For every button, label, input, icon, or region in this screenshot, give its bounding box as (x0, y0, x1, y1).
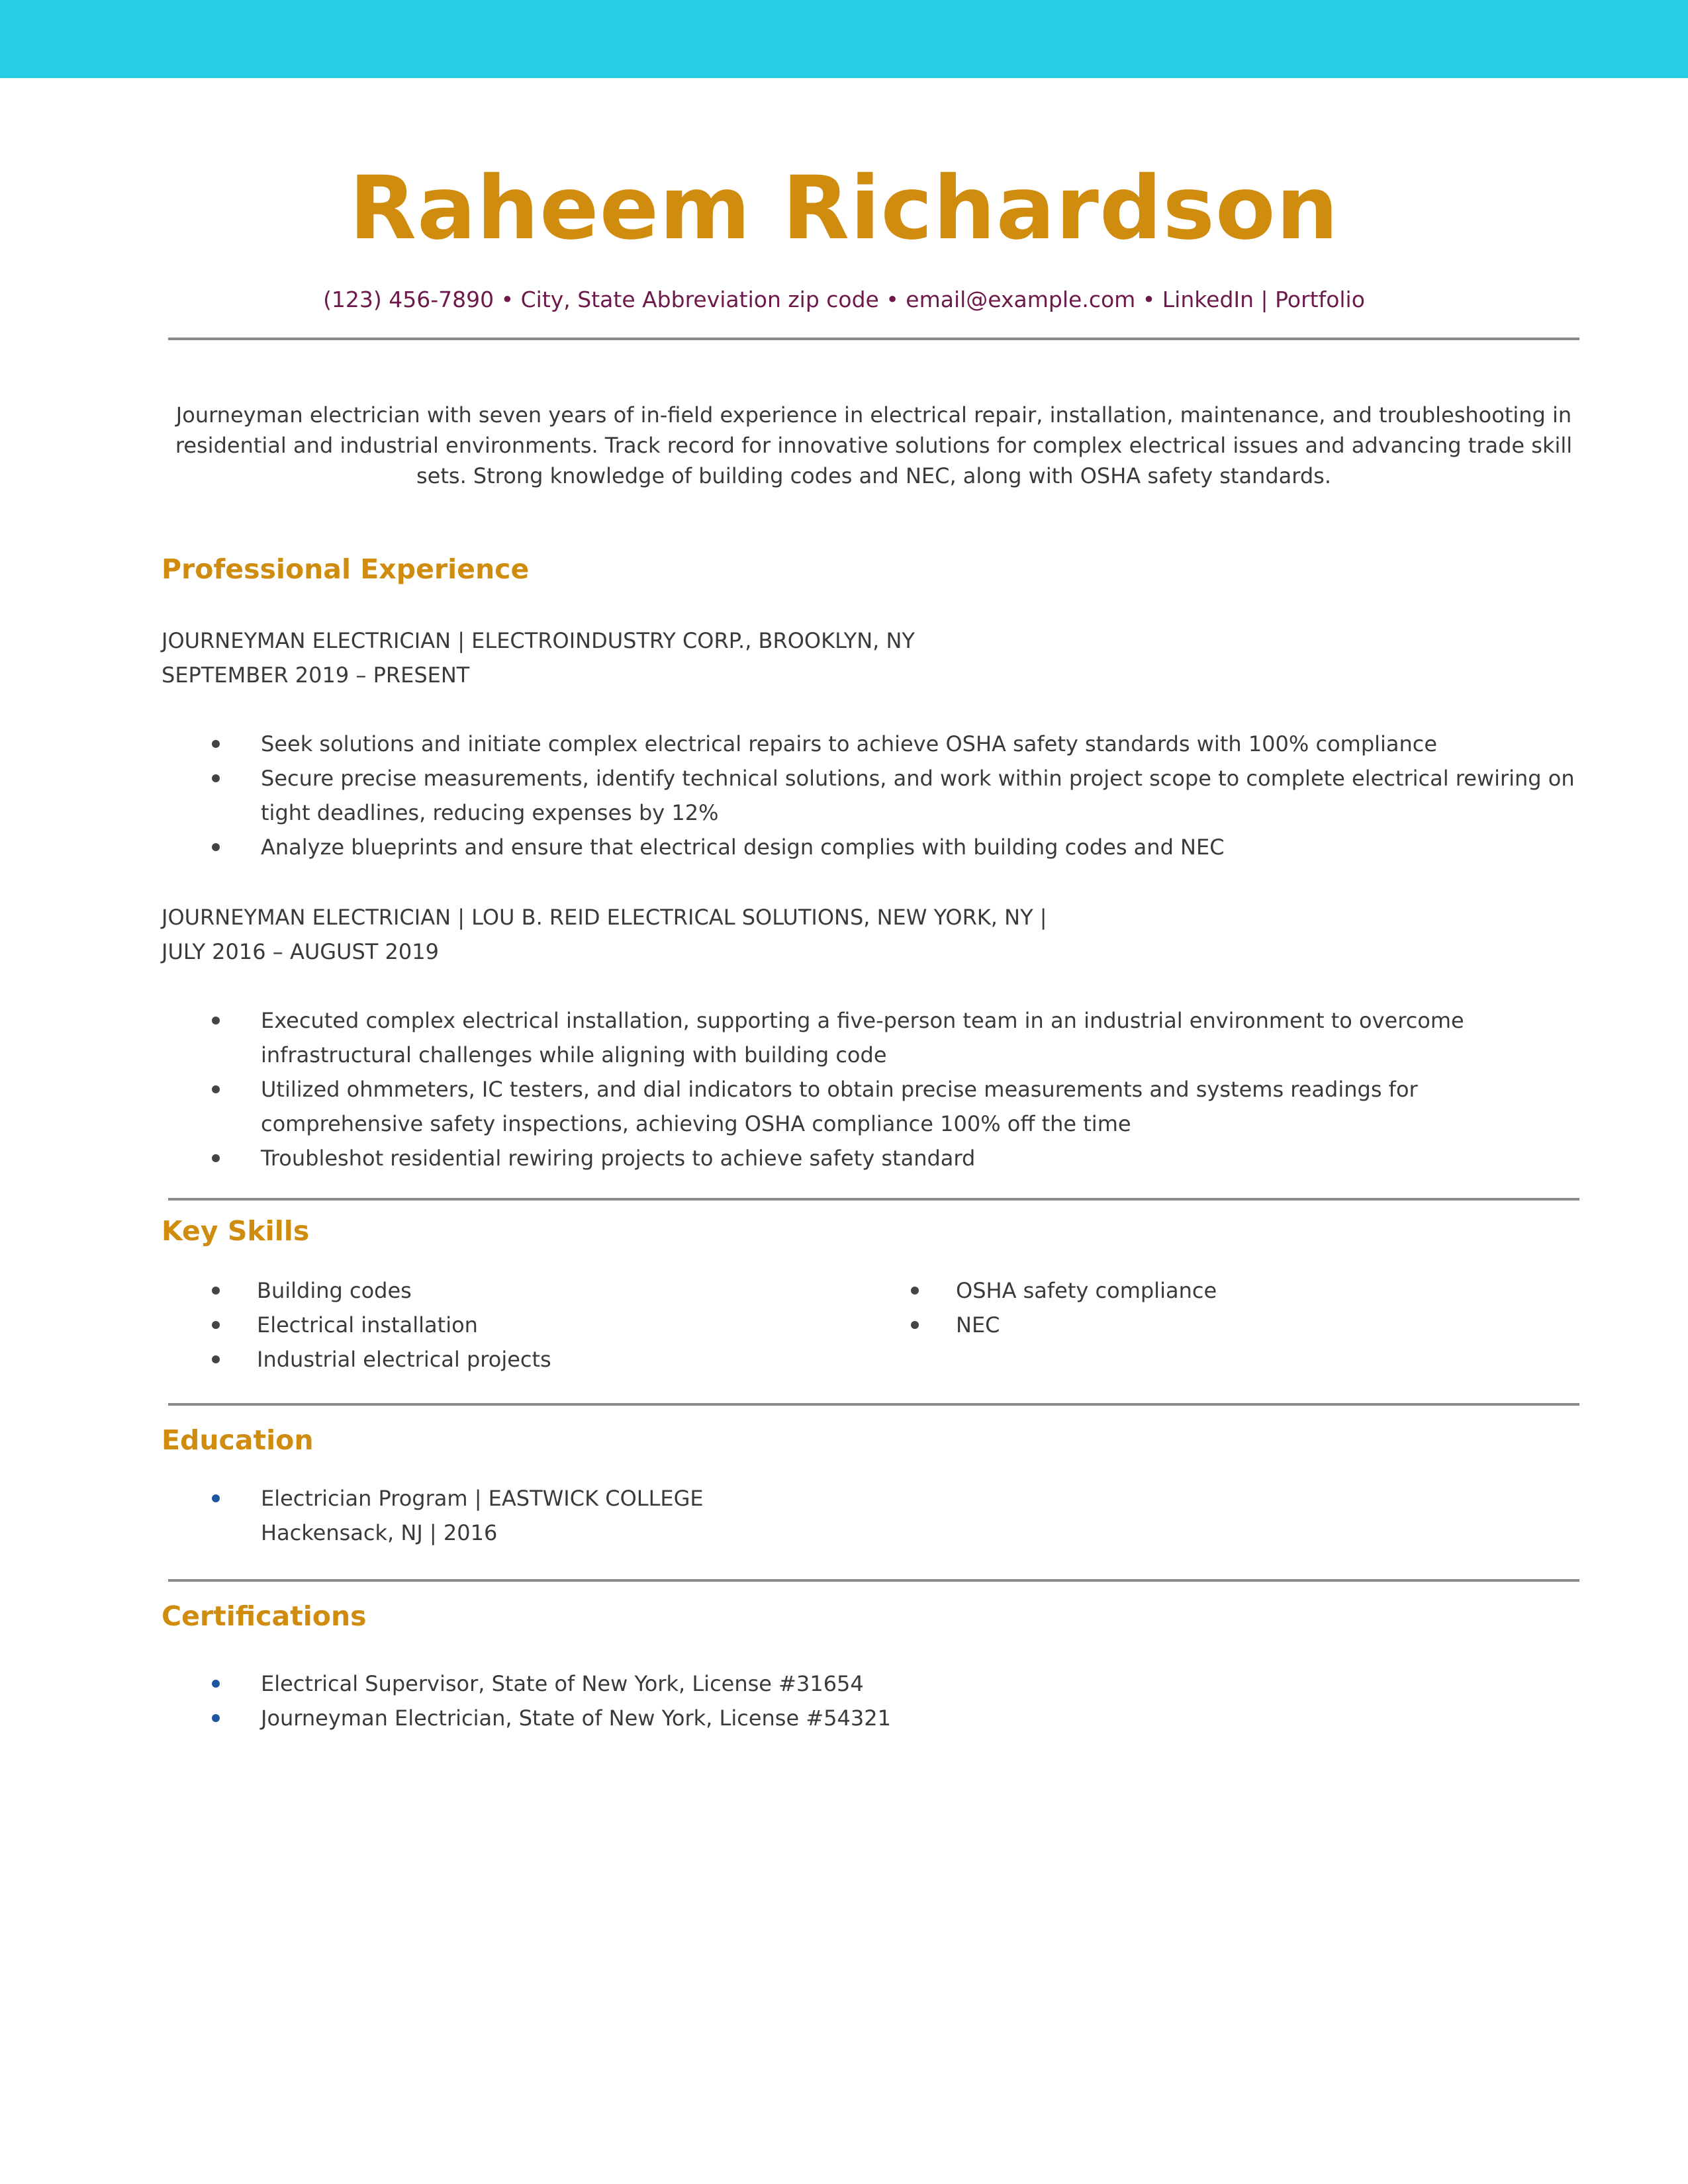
divider (168, 1403, 1579, 1406)
section-title-education: Education (162, 1424, 314, 1456)
divider (168, 1198, 1579, 1201)
list-item (162, 830, 1585, 864)
skills-list (861, 1273, 1523, 1342)
bullet-icon (212, 1017, 220, 1024)
list-item (162, 1003, 1585, 1072)
skills-column-left (162, 1273, 823, 1377)
list-item (162, 1072, 1585, 1141)
job-dates: SEPTEMBER 2019 – PRESENT (162, 662, 470, 688)
bullet-icon (212, 740, 220, 748)
list-item (861, 1308, 1523, 1342)
section-title-skills: Key Skills (162, 1215, 310, 1247)
bullet-icon (212, 1680, 220, 1688)
list-item (861, 1273, 1523, 1308)
job-bullet-list (162, 1003, 1585, 1175)
contact-line: (123) 456-7890 • City, State Abbreviation zip code • email@example.com • LinkedIn | Portfolio (323, 287, 1365, 312)
section-title-experience: Professional Experience (162, 553, 530, 585)
candidate-name: Raheem Richardson (349, 158, 1339, 259)
bullet-icon (212, 1321, 220, 1329)
skill-text: Building codes (257, 1278, 412, 1303)
bullet-icon (212, 1154, 220, 1162)
skill-text: Industrial electrical projects (257, 1347, 551, 1372)
section-title-certifications: Certifications (162, 1600, 367, 1632)
bullet-text: Secure precise measurements, identify technical solutions, and work within project scope to complete electrical rewiring on tight deadlines, reducing expenses by 12% (261, 766, 1575, 825)
skills-column-right (861, 1273, 1523, 1342)
list-item (162, 1481, 1585, 1550)
skill-text: NEC (956, 1312, 1000, 1338)
bullet-icon (212, 1494, 220, 1502)
bullet-text: Seek solutions and initiate complex electrical repairs to achieve OSHA safety standards with 100% compliance (261, 731, 1438, 756)
bullet-icon (212, 1287, 220, 1295)
job-dates: JULY 2016 – AUGUST 2019 (162, 939, 439, 964)
list-item (162, 1701, 1585, 1735)
bullet-icon (212, 1355, 220, 1363)
bullet-icon (212, 843, 220, 851)
professional-summary: Journeyman electrician with seven years of in-field experience in electrical repair, installation, maintenance, and troubleshooting in residential and industrial environments. Track record for innovative solutions for complex electrical issues and advancing trade skill sets. Strong knowledge of building codes and NEC, along with OSHA safety standards. (175, 402, 1573, 488)
bullet-text: Analyze blueprints and ensure that electrical design complies with building codes and NEC (261, 835, 1225, 860)
education-list (162, 1481, 1585, 1550)
job-heading: JOURNEYMAN ELECTRICIAN | LOU B. REID ELECTRICAL SOLUTIONS, NEW YORK, NY | (162, 905, 1047, 930)
top-accent-bar (0, 0, 1688, 78)
bullet-icon (911, 1321, 919, 1329)
certifications-list (162, 1666, 1585, 1735)
bullet-icon (212, 1085, 220, 1093)
education-location-year: Hackensack, NJ | 2016 (261, 1520, 498, 1545)
list-item (162, 1342, 823, 1377)
bullet-text: Troubleshot residential rewiring projects to achieve safety standard (261, 1146, 976, 1171)
list-item (162, 1308, 823, 1342)
skill-text: Electrical installation (257, 1312, 478, 1338)
bullet-text: Utilized ohmmeters, IC testers, and dial indicators to obtain precise measurements and systems readings for comprehensive safety inspections, achieving OSHA compliance 100% off the time (261, 1077, 1418, 1136)
list-item (162, 761, 1585, 830)
divider (168, 1579, 1579, 1582)
skill-text: OSHA safety compliance (956, 1278, 1217, 1303)
list-item (162, 727, 1585, 761)
certification-text: Journeyman Electrician, State of New York, License #54321 (261, 1706, 891, 1731)
education-program: Electrician Program | EASTWICK COLLEGE (261, 1486, 704, 1511)
list-item (162, 1141, 1585, 1175)
bullet-icon (212, 1714, 220, 1722)
bullet-text: Executed complex electrical installation, supporting a five-person team in an industrial environment to overcome infrastructural challenges while aligning with building code (261, 1008, 1464, 1068)
list-item (162, 1273, 823, 1308)
bullet-icon (212, 774, 220, 782)
divider (168, 338, 1579, 340)
job-heading: JOURNEYMAN ELECTRICIAN | ELECTROINDUSTRY CORP., BROOKLYN, NY (162, 628, 915, 653)
certification-text: Electrical Supervisor, State of New York, License #31654 (261, 1671, 864, 1696)
bullet-icon (911, 1287, 919, 1295)
skills-list (162, 1273, 823, 1377)
list-item (162, 1666, 1585, 1701)
job-bullet-list (162, 727, 1585, 864)
